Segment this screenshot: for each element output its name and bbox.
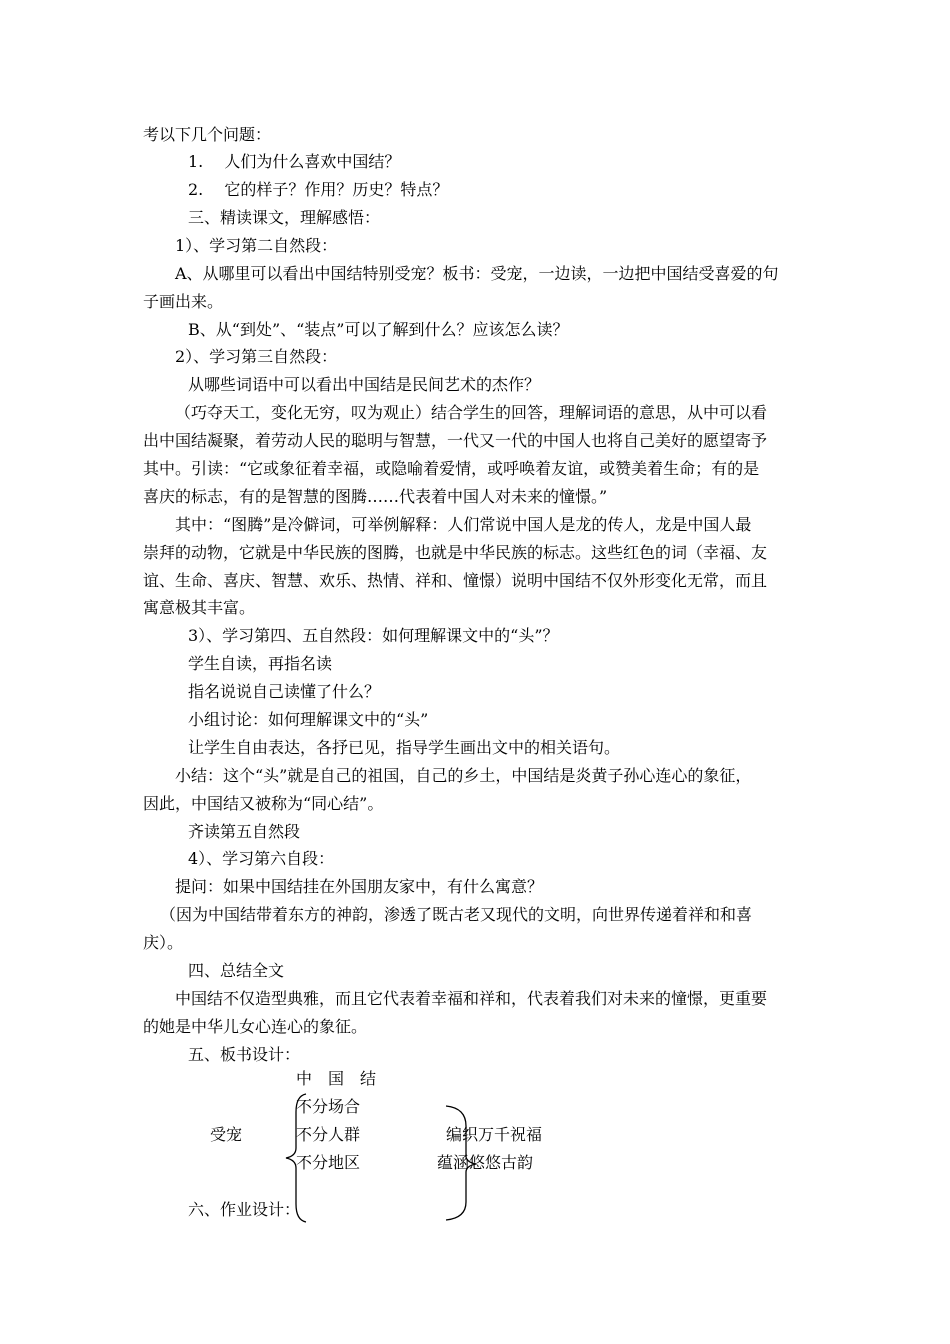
subsection-heading: 4）、学习第六自段： — [188, 849, 335, 868]
text-line: 小组讨论：如何理解课文中的“头” — [188, 710, 429, 729]
board-title: 中 国 结 — [296, 1069, 377, 1088]
text-line: 齐读第五自然段 — [188, 822, 301, 841]
text-line: 学生自读，再指名读 — [188, 654, 333, 673]
text-line: 谊、生命、喜庆、智慧、欢乐、热情、祥和、憧憬）说明中国结不仅外形变化无常，而且 — [143, 571, 768, 590]
text-line: 让学生自由表达，各抒已见，指导学生画出文中的相关语句。 — [188, 738, 621, 757]
board-right-item: 蕴涵悠悠古韵 — [437, 1153, 534, 1172]
text-line: 庆）。 — [143, 933, 184, 952]
board-item: 不分场合 — [296, 1097, 361, 1116]
subsection-heading: 1）、学习第二自然段： — [175, 236, 338, 255]
question-item: 2. 它的样子？作用？历史？特点？ — [188, 180, 449, 199]
text-line: A、从哪里可以看出中国结特别受宠？板书：受宠，一边读，一边把中国结受喜爱的句 — [175, 264, 779, 283]
text-line: 喜庆的标志，有的是智慧的图腾……代表着中国人对未来的憧憬。” — [143, 487, 608, 506]
text-line: 中国结不仅造型典雅，而且它代表着幸福和祥和，代表着我们对未来的憧憬，更重要 — [175, 989, 768, 1008]
board-left-label: 受宠 — [210, 1125, 243, 1144]
subsection-heading: 3）、学习第四、五自然段：如何理解课文中的“头”？ — [188, 626, 559, 645]
board-item: 不分地区 — [296, 1153, 361, 1172]
text-line: 其中：“图腾”是冷僻词，可举例解释：人们常说中国人是龙的传人，龙是中国人最 — [175, 515, 752, 534]
homework-heading: 六、作业设计： — [188, 1200, 301, 1219]
text-line: 因此，中国结又被称为“同心结”。 — [143, 794, 384, 813]
text-line: 崇拜的动物，它就是中华民族的图腾，也就是中华民族的标志。这些红色的词（幸福、友 — [143, 543, 768, 562]
text-line: 子画出来。 — [143, 292, 224, 311]
subsection-heading: 2）、学习第三自然段： — [175, 347, 338, 366]
text-line: B、从“到处”、“装点”可以了解到什么？应该怎么读？ — [188, 320, 569, 339]
section-heading: 五、板书设计： — [188, 1045, 301, 1064]
board-right-item: 编织万千祝福 — [446, 1125, 543, 1144]
text-line: 提问：如果中国结挂在外国朋友家中，有什么寓意？ — [175, 877, 544, 896]
text-line: 指名说说自己读懂了什么？ — [188, 682, 381, 701]
text-line: 的她是中华儿女心连心的象征。 — [143, 1017, 368, 1036]
right-brace-icon — [440, 1104, 480, 1222]
text-line: 从哪些词语中可以看出中国结是民间艺术的杰作？ — [188, 375, 541, 394]
text-line: （巧夺天工，变化无穷，叹为观止）结合学生的回答，理解词语的意思，从中可以看 — [175, 403, 768, 422]
section-heading: 四、总结全文 — [188, 961, 285, 980]
text-line: 其中。引读：“它或象征着幸福，或隐喻着爱情，或呼唤着友谊，或赞美着生命；有的是 — [143, 459, 760, 478]
text-line: 小结：这个“头”就是自己的祖国，自己的乡土，中国结是炎黄子孙心连心的象征， — [175, 766, 752, 785]
text-line: 考以下几个问题： — [143, 125, 272, 144]
board-item: 不分人群 — [296, 1125, 361, 1144]
section-heading: 三、精读课文，理解感悟： — [188, 208, 381, 227]
text-line: 寓意极其丰富。 — [143, 598, 256, 617]
text-line: 出中国结凝聚，着劳动人民的聪明与智慧，一代又一代的中国人也将自己美好的愿望寄予 — [143, 431, 768, 450]
text-line: （因为中国结带着东方的神韵，渗透了既古老又现代的文明，向世界传递着祥和和喜 — [160, 905, 753, 924]
question-item: 1. 人们为什么喜欢中国结？ — [188, 152, 401, 171]
